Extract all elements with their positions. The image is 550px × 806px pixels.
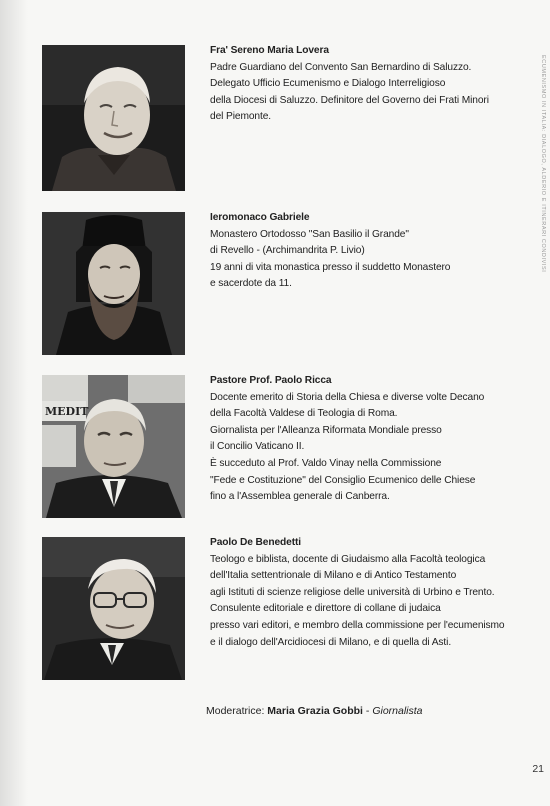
bio-debenedetti [210, 535, 540, 651]
bio-line: Consulente editoriale e direttore di collane di judaica [210, 603, 441, 615]
moderator-label: Moderatrice: [206, 705, 268, 717]
portrait-photo-debenedetti [42, 537, 185, 680]
portrait-debenedetti-graphic [42, 537, 185, 680]
moderator-name: Maria Grazia Gobbi [267, 705, 363, 717]
portrait-photo-gabriele [42, 212, 185, 355]
side-running-title: ECUMENISMO IN ITALIA: DIALOGO, ALDERIO E ITINERARI CONDIVISI [540, 55, 546, 273]
bio-line: presso vari editori, e membro della commissione per l'ecumenismo [210, 619, 505, 631]
bio-line: Monastero Ortodosso "San Basilio il Grande" [210, 228, 409, 240]
bio-line: fino a l'Assemblea generale di Canberra. [210, 491, 390, 503]
moderator-credit [206, 705, 423, 717]
bio-ricca [210, 373, 540, 506]
moderator-role: Giornalista [372, 705, 423, 717]
background-sign-text: MEDIT [45, 405, 89, 418]
page-number: 21 [532, 763, 544, 775]
portrait-gabriele-graphic [42, 212, 185, 355]
bio-line: È succeduto al Prof. Valdo Vinay nella Commissione [210, 457, 442, 469]
bio-line: e sacerdote da 11. [210, 278, 292, 290]
bio-gabriele [210, 210, 540, 293]
person-name: Pastore Prof. Paolo Ricca [210, 375, 332, 386]
bio-line: "Fede e Costituzione" del Consiglio Ecumenico delle Chiese [210, 474, 476, 486]
portrait-photo-lovera [42, 45, 185, 191]
bio-line: agli Istituti di scienze religiose delle università di Urbino e Trento. [210, 586, 495, 598]
bio-line: Giornalista per l'Alleanza Riformata Mondiale presso [210, 424, 442, 436]
bio-line: e il dialogo dell'Arcidiocesi di Milano, e di quella di Asti. [210, 636, 452, 648]
bio-line: Teologo e biblista, docente di Giudaismo alla Facoltà teologica [210, 553, 486, 565]
person-name: Fra' Sereno Maria Lovera [210, 45, 329, 56]
portrait-lovera-graphic [42, 45, 185, 191]
bio-line: Padre Guardiano del Convento San Bernardino di Saluzzo. [210, 61, 472, 73]
bio-line: della Facoltà Valdese di Teologia di Roma. [210, 408, 398, 420]
bio-line: il Concilio Vaticano II. [210, 441, 305, 453]
portrait-ricca-graphic [42, 375, 185, 518]
bio-line: 19 anni di vita monastica presso il suddetto Monastero [210, 261, 451, 273]
bio-line: dell'Italia settentrionale di Milano e di Antico Testamento [210, 570, 457, 582]
bio-line: della Diocesi di Saluzzo. Definitore del Governo dei Frati Minori [210, 94, 489, 106]
bio-line: Docente emerito di Storia della Chiesa e diverse volte Decano [210, 391, 485, 403]
person-name: Ieromonaco Gabriele [210, 212, 310, 223]
bio-line: di Revello - (Archimandrita P. Livio) [210, 245, 365, 257]
bio-line: Delegato Ufficio Ecumenismo e Dialogo Interreligioso [210, 78, 446, 90]
person-name: Paolo De Benedetti [210, 537, 302, 548]
bio-lovera [210, 43, 540, 126]
moderator-separator: - [362, 705, 373, 717]
portrait-photo-ricca [42, 375, 185, 518]
page-fold-shadow [0, 0, 28, 806]
bio-line: del Piemonte. [210, 111, 271, 123]
